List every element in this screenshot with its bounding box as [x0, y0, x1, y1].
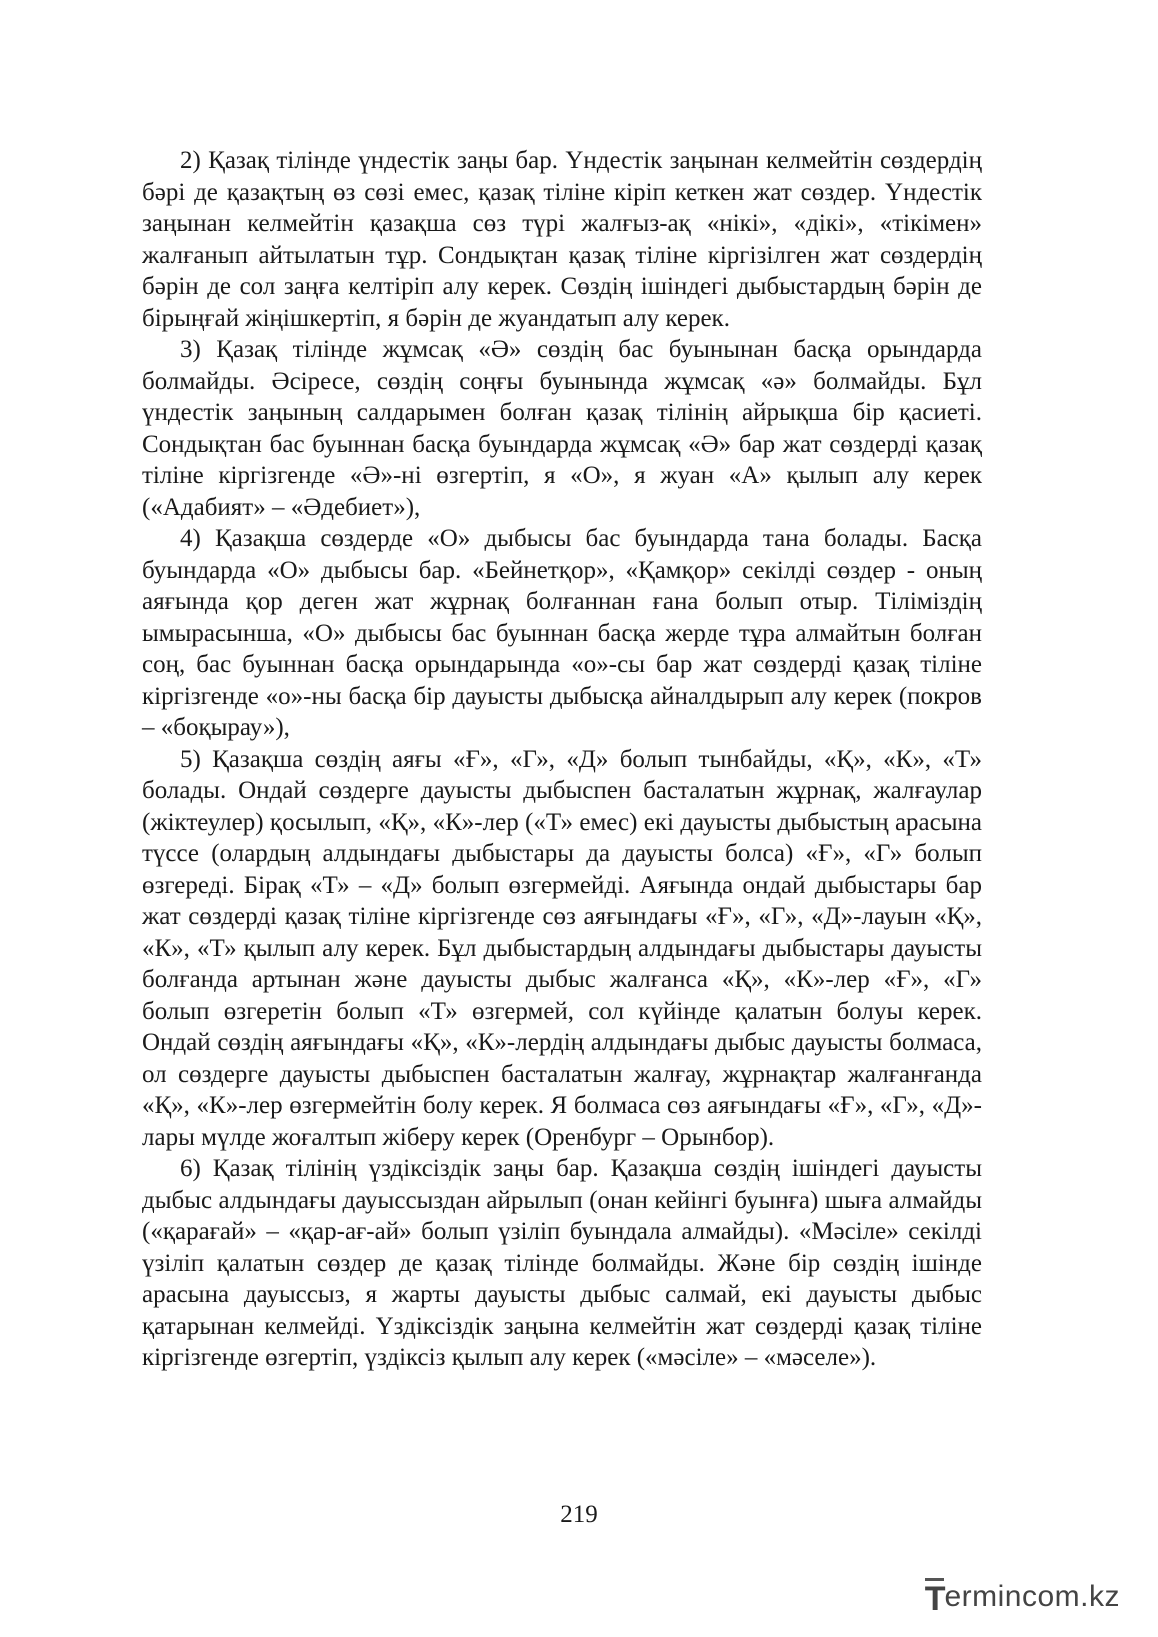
page-number: 219 [560, 1501, 598, 1528]
watermark-logo-letter: T [924, 1579, 945, 1618]
page-body [142, 145, 982, 1374]
paragraph-6: 6) Қазақ тілінің үздіксіздік заңы бар. Қазақша сөздің ішіндегі дауысты дыбыс алдындағы дауыссыздан айрылып (онан кейінгі буынға) шыға алмайды («қарағай» – «қар-ағ-ай» болып үзіліп буындала алмайды). «Мәсіле» секілді үзіліп қалатын сөздер де қазақ тілінде болмайды. Және бір сөздің ішінде арасына дауыссыз, я жарты дауысты дыбыс салмай, екі дауысты дыбыс қатарынан келмейді. Үздіксіздік заңына келмейтін жат сөздерді қазақ тіліне кіргізгенде өзгертіп, үздіксіз қылып алу керек («мәсіле» – «мәселе»). [142, 1155, 982, 1371]
paragraph-4: 4) Қазақша сөздерде «О» дыбысы бас буындарда тана болады. Басқа буындарда «О» дыбысы бар. «Бейнетқор», «Қамқор» секілді сөздер - оның аяғында қор деген жат жұрнақ болғаннан ғана болып отыр. Тіліміздің ымырасынша, «О» дыбысы бас буыннан басқа жерде тұра алмайтын болған соң, бас буыннан басқа орындарында «о»-сы бар жат сөздерді қазақ тіліне кіргізгенде «о»-ны басқа бір дауысты дыбысқа айналдырып алу керек (покров – «боқырау»), [142, 525, 982, 741]
paragraph-5: 5) Қазақша сөздің аяғы «Ғ», «Г», «Д» болып тынбайды, «Қ», «К», «Т» болады. Ондай сөздерге дауысты дыбыспен басталатын жұрнақ, жалғаулар (жіктеулер) қосылып, «Қ», «К»-лер («Т» емес) екі дауысты дыбыстың арасына түссе (олардың алдындағы дыбыстары да дауысты болса) «Ғ», «Г» болып өзгереді. Бірақ «Т» – «Д» болып өзгермейді. Аяғында ондай дыбыстары бар жат сөздерді қазақ тіліне кіргізгенде сөз аяғындағы «Ғ», «Г», «Д»-лауын «Қ», «К», «Т» қылып алу керек. Бұл дыбыстардың алдындағы дыбыстары дауысты болғанда артынан және дауысты дыбыс жалғанса «Қ», «К»-лер «Ғ», «Г» болып өзгеретін болып «Т» өзгермей, сол күйінде қалатын болуы керек. Ондай сөздің аяғындағы «Қ», «К»-лердің алдындағы дыбыс дауысты болмаса, ол сөздерге дауысты дыбыспен басталатын жалғау, жұрнақтар жалғанғанда «Қ», «К»-лер өзгермейтін болу керек. Я болмаса сөз аяғындағы «Ғ», «Г», «Д»-лары мүлде жоғалтып жіберу керек (Оренбург – Орынбор). [142, 745, 982, 1151]
paragraph-2: 2) Қазақ тілінде үндестік заңы бар. Үндестік заңынан келмейтін сөздердің бәрі де қазақтың өз сөзі емес, қазақ тіліне кіріп кеткен жат сөздер. Үндестік заңынан келмейтін қазақша сөз түрі жалғыз-ақ «нікі», «дікі», «тікімен» жалғанып айтылатын тұр. Сондықтан қазақ тіліне кіргізілген жат сөздердің бәрін де сол заңға келтіріп алу керек. Сөздің ішіндегі дыбыстардың бәрін де бірыңғай жіңішкертіп, я бәрін де жуандатып алу керек. [142, 147, 982, 332]
watermark-logo-text: ermincom.kz [944, 1580, 1120, 1613]
termincom-watermark-logo [924, 1579, 1120, 1618]
paragraph-3: 3) Қазақ тілінде жұмсақ «Ә» сөздің бас буынынан басқа орындарда болмайды. Әсіресе, сөздің соңғы буынында жұмсақ «ә» болмайды. Бұл үндестік заңының салдарымен болған қазақ тілінің айрықша бір қасиеті. Сондықтан бас буыннан басқа буындарда жұмсақ «Ә» бар жат сөздерді қазақ тіліне кіргізгенде «Ә»-ні өзгертіп, я «О», я жуан «А» қылып алу керек («Адабият» – «Әдебиет»), [142, 336, 982, 521]
